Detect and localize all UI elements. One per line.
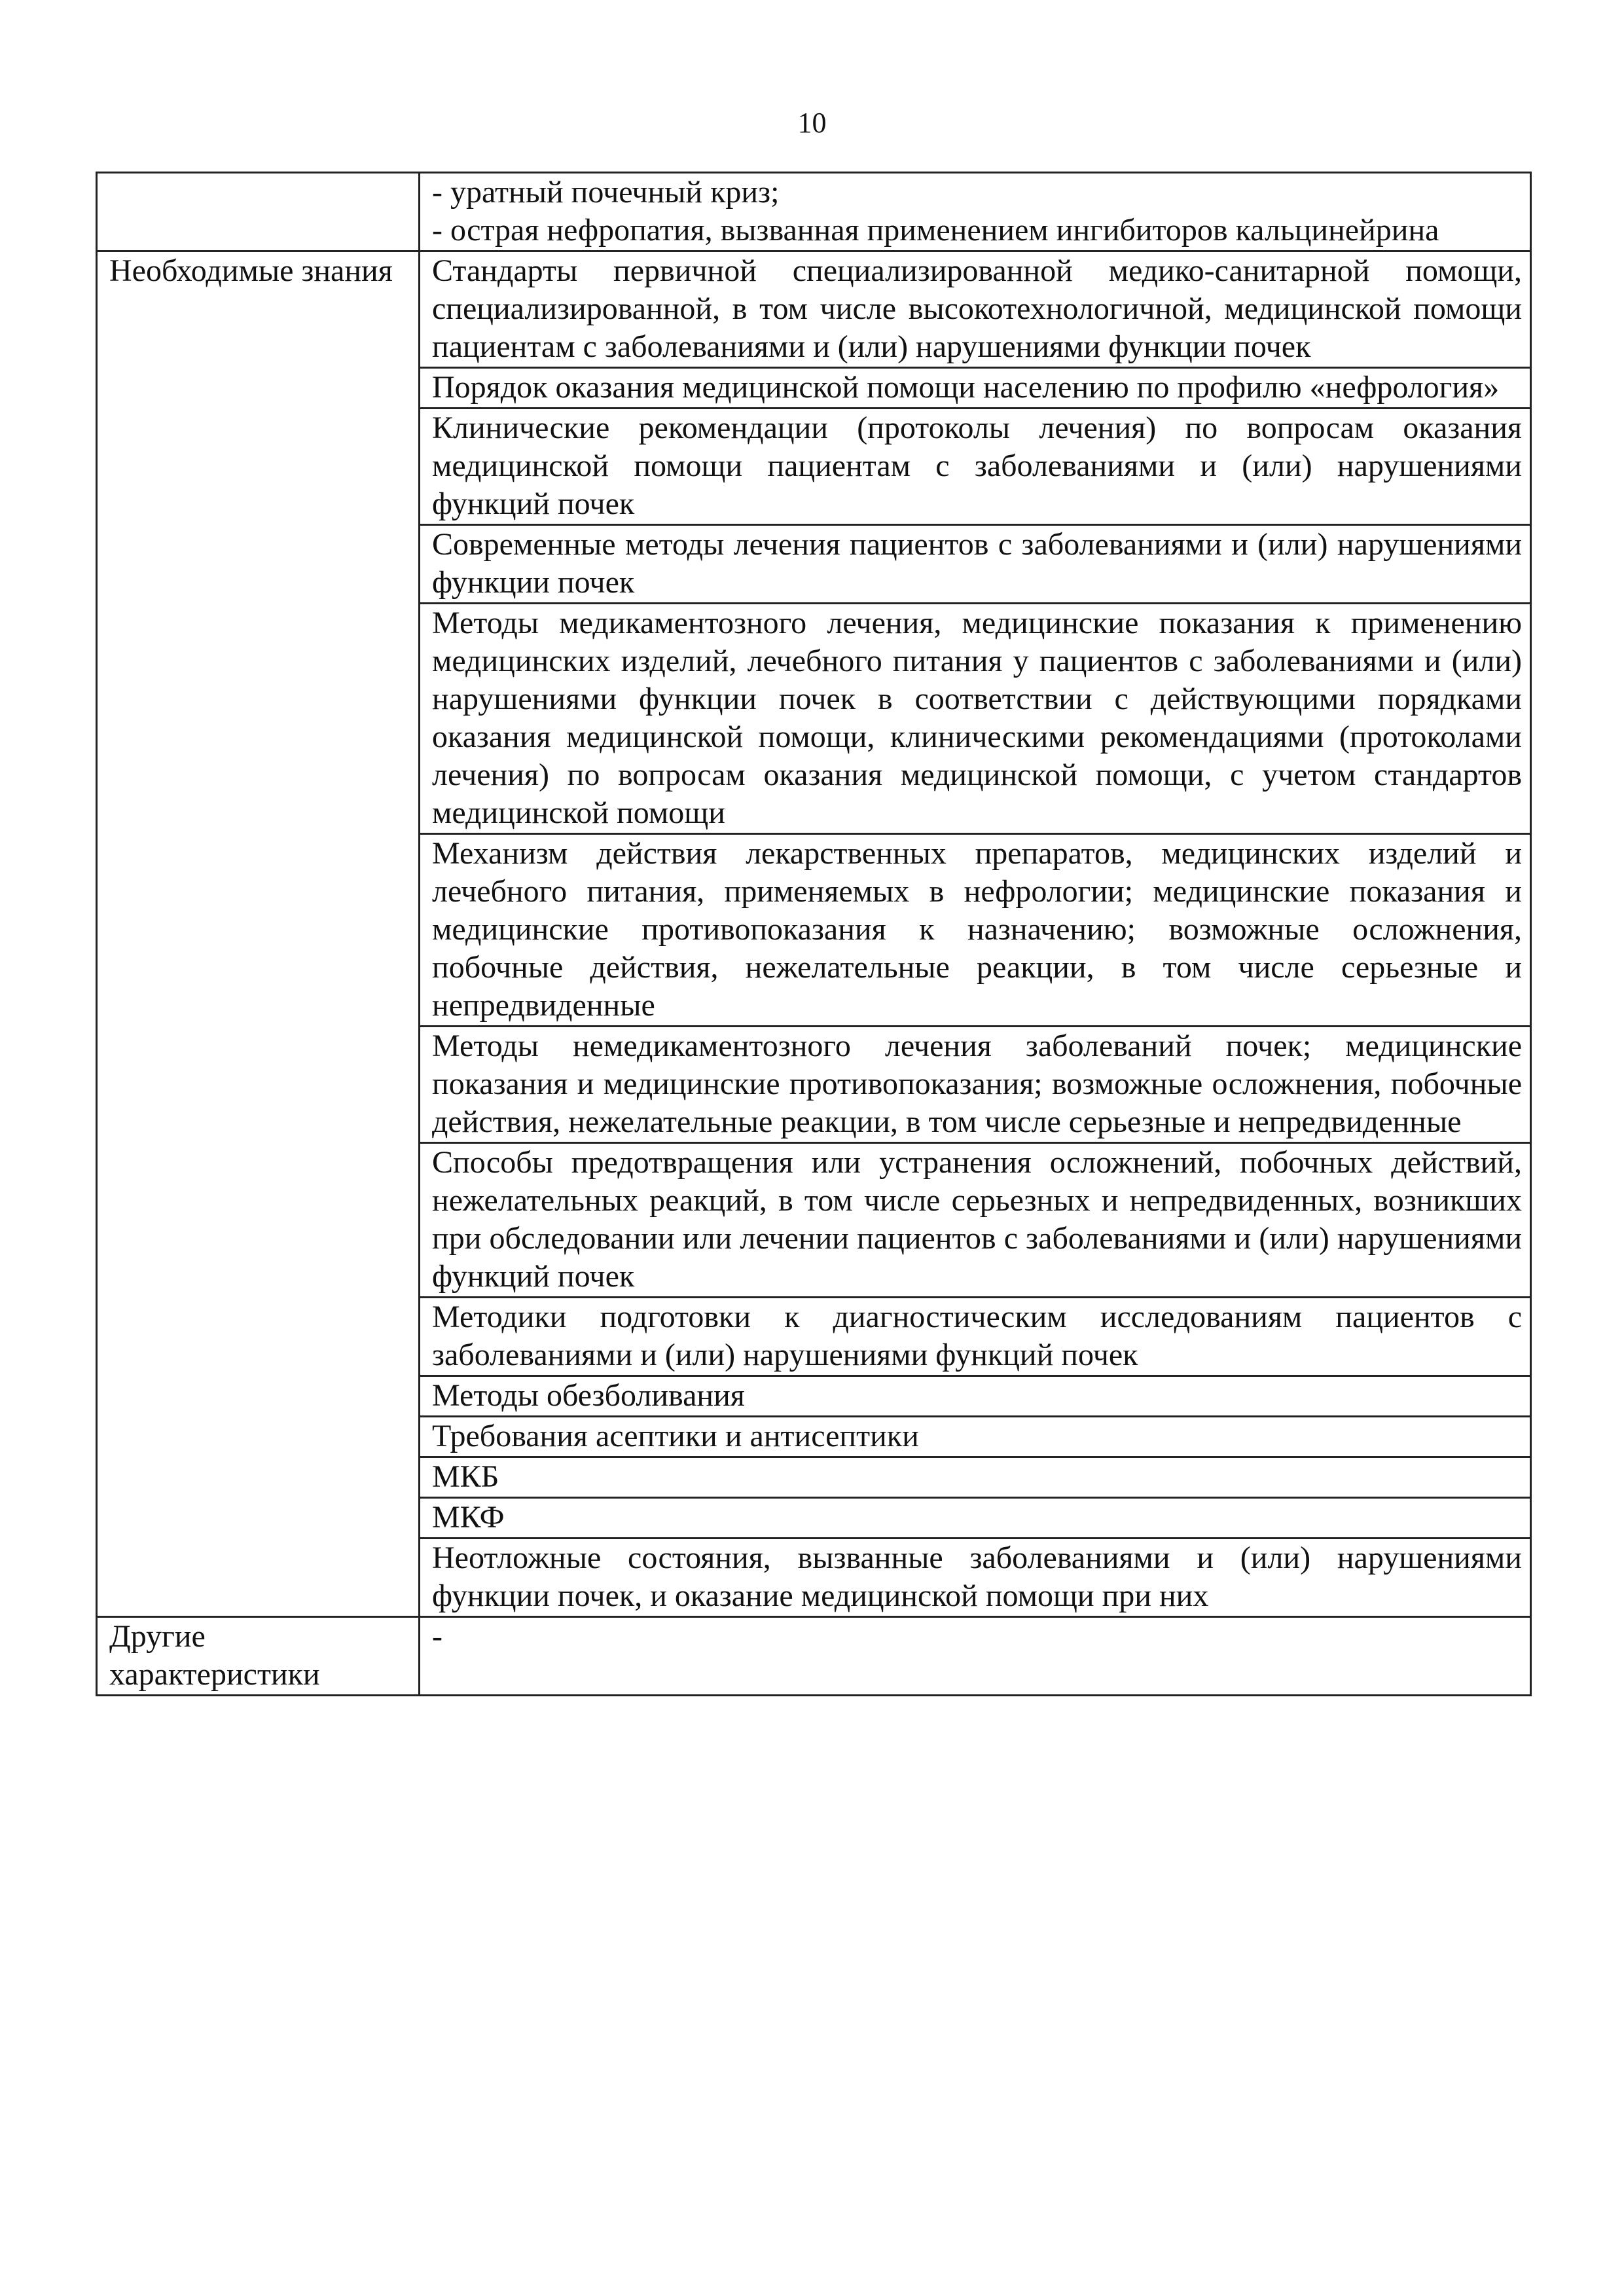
knowledge-item: Методы обезболивания bbox=[420, 1376, 1531, 1417]
knowledge-item: МКБ bbox=[420, 1457, 1531, 1498]
row-label-other: Другие характеристики bbox=[97, 1617, 420, 1696]
knowledge-item: Неотложные состояния, вызванные заболеваниями и (или) нарушениями функции почек, и оказание медицинской помощи при них bbox=[420, 1539, 1531, 1617]
knowledge-item: Способы предотвращения или устранения осложнений, побочных действий, нежелательных реакций, в том числе серьезных и непредвиденных, возникших при обследовании или лечении пациентов с заболеваниями и (или) нарушениями функций почек bbox=[420, 1143, 1531, 1298]
list-item: - уратный почечный криз; bbox=[432, 175, 780, 210]
knowledge-item: Механизм действия лекарственных препаратов, медицинских изделий и лечебного питания, применяемых в нефрологии; медицинские показания и медицинские противопоказания к назначению; возможные осложнения, побочные действия, нежелательные реакции, в том числе серьезные и непредвиденные bbox=[420, 834, 1531, 1027]
list-item: - острая нефропатия, вызванная применением ингибиторов кальцинейрина bbox=[432, 213, 1439, 247]
table-row-other bbox=[97, 1617, 1531, 1696]
knowledge-item: Требования асептики и антисептики bbox=[420, 1417, 1531, 1457]
table-row-continuation bbox=[97, 173, 1531, 251]
other-value: - bbox=[420, 1617, 1531, 1696]
knowledge-item: Порядок оказания медицинской помощи населению по профилю «нефрология» bbox=[420, 368, 1531, 409]
knowledge-item: МКФ bbox=[420, 1498, 1531, 1539]
knowledge-item: Методы медикаментозного лечения, медицинские показания к применению медицинских изделий, лечебного питания у пациентов с заболеваниями и (или) нарушениями функции почек в соответствии с действующими порядками оказания медицинской помощи, клиническими рекомендациями (протоколами лечения) по вопросам оказания медицинской помощи, с учетом стандартов медицинской помощи bbox=[420, 604, 1531, 834]
knowledge-item: Методы немедикаментозного лечения заболеваний почек; медицинские показания и медицинские противопоказания; возможные осложнения, побочные действия, нежелательные реакции, в том числе серьезные и непредвиденные bbox=[420, 1027, 1531, 1143]
knowledge-item: Клинические рекомендации (протоколы лечения) по вопросам оказания медицинской помощи пациентам с заболеваниями и (или) нарушениями функций почек bbox=[420, 409, 1531, 525]
row-label-knowledge: Необходимые знания bbox=[97, 251, 420, 1617]
table-row-knowledge bbox=[97, 251, 1531, 368]
row-label-empty bbox=[97, 173, 420, 251]
requirements-table bbox=[96, 172, 1532, 1696]
knowledge-item: Методики подготовки к диагностическим исследованиям пациентов с заболеваниями и (или) нарушениями функций почек bbox=[420, 1298, 1531, 1376]
page-number: 10 bbox=[797, 107, 827, 139]
knowledge-item: Стандарты первичной специализированной медико-санитарной помощи, специализированной, в том числе высокотехнологичной, медицинской помощи пациентам с заболеваниями и (или) нарушениями функции почек bbox=[420, 251, 1531, 368]
continuation-cell bbox=[420, 173, 1531, 251]
knowledge-item: Современные методы лечения пациентов с заболеваниями и (или) нарушениями функции почек bbox=[420, 525, 1531, 604]
